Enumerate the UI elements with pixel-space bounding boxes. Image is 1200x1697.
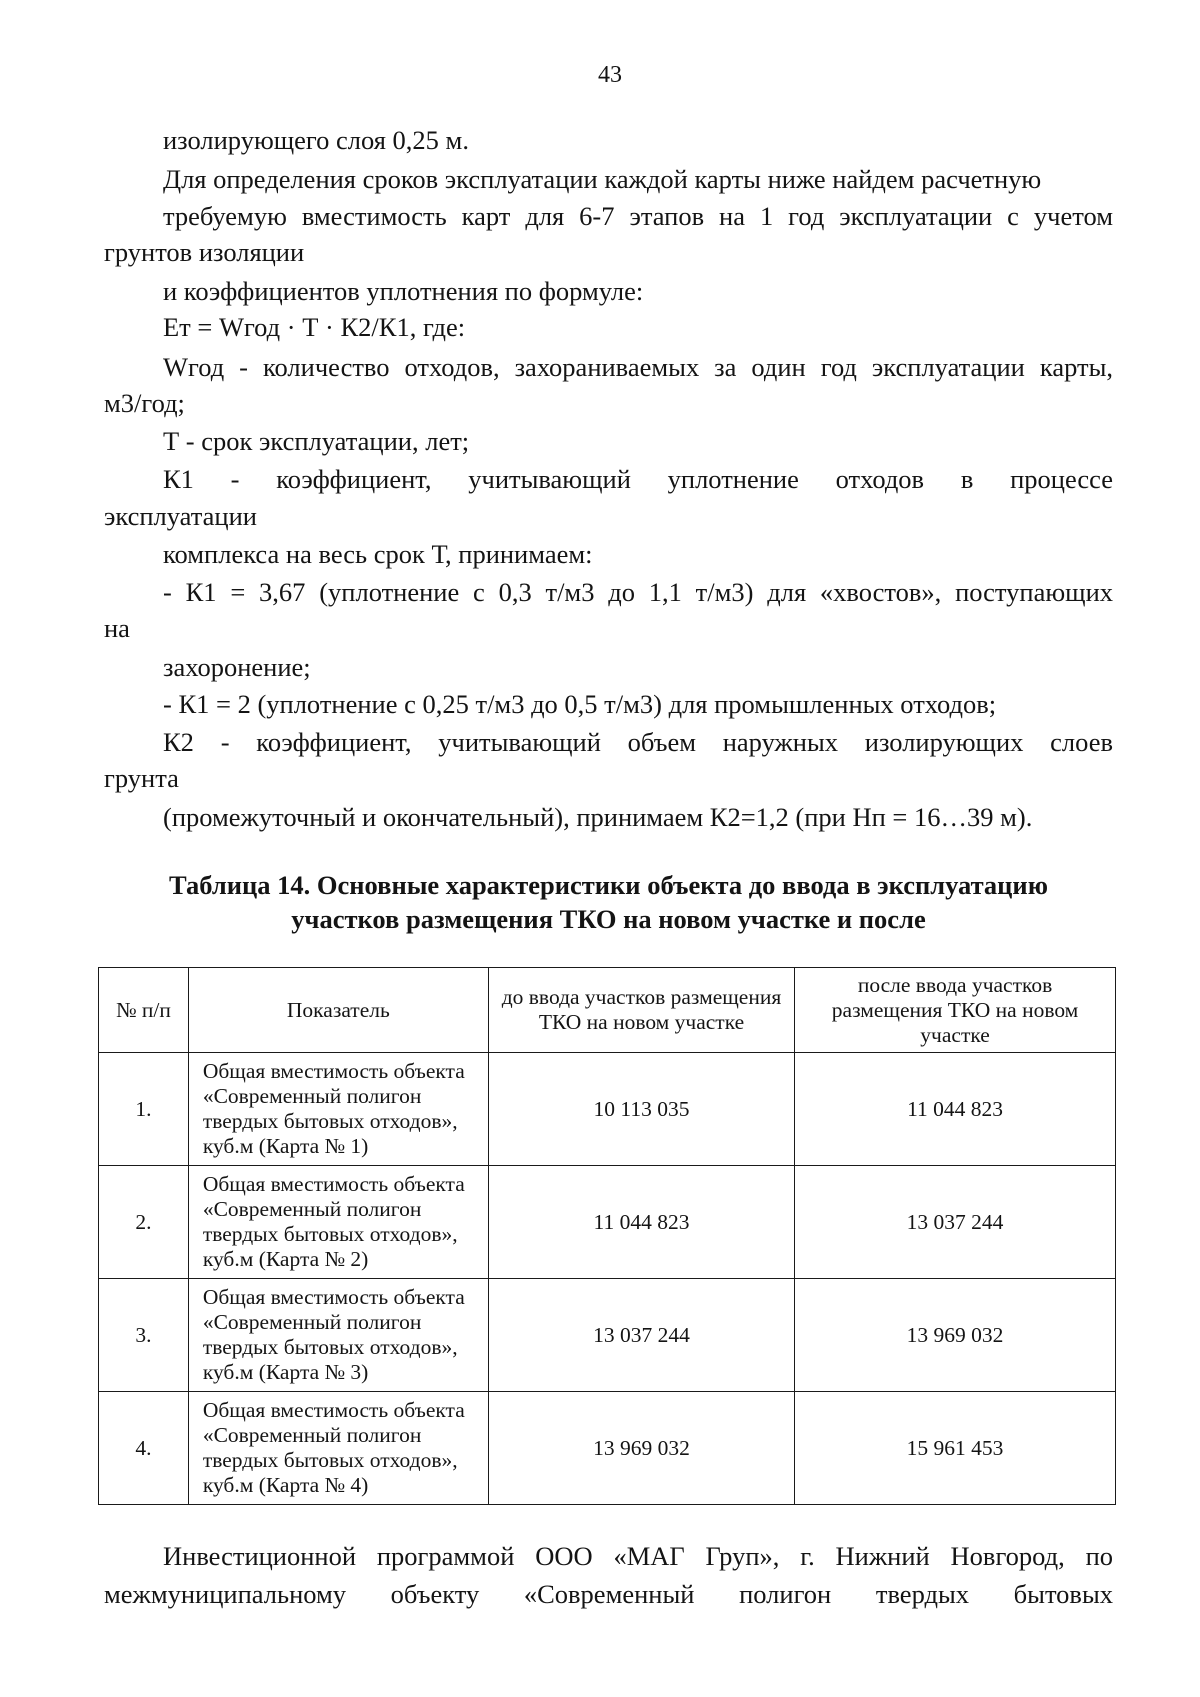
row-before-value: 13 037 244: [488, 1279, 794, 1392]
paragraph-line: - К1 = 2 (уплотнение с 0,25 т/м3 до 0,5 т/м3) для промышленных отходов;: [163, 689, 997, 719]
row-indicator: [188, 1392, 488, 1505]
indicator-line: твердых бытовых отходов»,: [202, 1448, 458, 1472]
header-num: № п/п: [99, 968, 189, 1053]
paragraph-line: Wгод - количество отходов, захораниваемых за один год эксплуатации карты,: [163, 352, 1113, 382]
row-after-value: 15 961 453: [795, 1392, 1116, 1505]
paragraph-line: грунта: [104, 763, 179, 793]
paragraph-line: м3/год;: [104, 388, 185, 418]
indicator-line: «Современный полигон: [202, 1310, 422, 1334]
row-num: 1.: [99, 1053, 189, 1166]
table-caption-line: участков размещения ТКО на новом участке и после: [291, 904, 926, 934]
paragraph-line: К1 - коэффициент, учитывающий уплотнение отходов в процессе: [163, 464, 1113, 494]
closing-paragraph-line: Инвестиционной программой ООО «МАГ Груп», г. Нижний Новгород, по: [163, 1541, 1113, 1571]
paragraph-line: захоронение;: [163, 652, 311, 682]
row-before-value: 10 113 035: [488, 1053, 794, 1166]
paragraph-line: и коэффициентов уплотнения по формуле:: [163, 276, 644, 306]
indicator-line: твердых бытовых отходов»,: [202, 1109, 458, 1133]
indicator-line: «Современный полигон: [202, 1197, 422, 1221]
indicator-line: куб.м (Карта № 4): [202, 1473, 369, 1497]
paragraph-line: изолирующего слоя 0,25 м.: [163, 125, 469, 155]
indicator-line: куб.м (Карта № 3): [202, 1360, 369, 1384]
table-row: [99, 1166, 1116, 1279]
table-caption: [104, 868, 1113, 936]
paragraph-line: грунтов изоляции: [104, 237, 305, 267]
table-caption-line: Таблица 14. Основные характеристики объекта до ввода в эксплуатацию: [169, 870, 1048, 900]
indicator-line: «Современный полигон: [202, 1423, 422, 1447]
indicator-line: Общая вместимость объекта: [202, 1059, 465, 1083]
row-after-value: 13 037 244: [795, 1166, 1116, 1279]
row-indicator: [188, 1053, 488, 1166]
indicator-line: твердых бытовых отходов»,: [202, 1335, 458, 1359]
paragraph-line: (промежуточный и окончательный), принимаем К2=1,2 (при Нп = 16…39 м).: [163, 802, 1033, 832]
paragraph-line: требуемую вместимость карт для 6-7 этапов на 1 год эксплуатации с учетом: [163, 201, 1113, 231]
paragraph-line: - К1 = 3,67 (уплотнение с 0,3 т/м3 до 1,1 т/м3) для «хвостов», поступающих: [163, 577, 1113, 607]
row-after-value: 13 969 032: [795, 1279, 1116, 1392]
row-num: 3.: [99, 1279, 189, 1392]
indicator-line: Общая вместимость объекта: [202, 1172, 465, 1196]
paragraph-line: эксплуатации: [104, 501, 257, 531]
row-indicator: [188, 1166, 488, 1279]
table-row: [99, 1053, 1116, 1166]
indicator-line: куб.м (Карта № 1): [202, 1134, 369, 1158]
paragraph-line: на: [104, 613, 130, 643]
paragraph-line: комплекса на весь срок Т, принимаем:: [163, 539, 593, 569]
table-row: [99, 1392, 1116, 1505]
row-indicator: [188, 1279, 488, 1392]
row-num: 2.: [99, 1166, 189, 1279]
row-before-value: 13 969 032: [488, 1392, 794, 1505]
row-before-value: 11 044 823: [488, 1166, 794, 1279]
paragraph-line: Т - срок эксплуатации, лет;: [163, 426, 470, 456]
formula: Ет = Wгод · Т · К2/К1, где:: [163, 312, 466, 342]
row-num: 4.: [99, 1392, 189, 1505]
header-after: после ввода участков размещения ТКО на новом участке: [795, 968, 1116, 1053]
page-number: 43: [598, 62, 622, 88]
row-after-value: 11 044 823: [795, 1053, 1116, 1166]
table-row: [99, 1279, 1116, 1392]
indicator-line: Общая вместимость объекта: [202, 1398, 465, 1422]
indicator-line: «Современный полигон: [202, 1084, 422, 1108]
paragraph-line: К2 - коэффициент, учитывающий объем наружных изолирующих слоев: [163, 727, 1113, 757]
closing-paragraph-line: межмуниципальному объекту «Современный полигон твердых бытовых: [104, 1579, 1113, 1609]
header-before: до ввода участков размещения ТКО на новом участке: [488, 968, 794, 1053]
paragraph-line: Для определения сроков эксплуатации каждой карты ниже найдем расчетную: [163, 164, 1042, 194]
characteristics-table: [98, 967, 1116, 1505]
indicator-line: куб.м (Карта № 2): [202, 1247, 369, 1271]
table-header-row: [99, 968, 1116, 1053]
indicator-line: Общая вместимость объекта: [202, 1285, 465, 1309]
header-indicator: Показатель: [188, 968, 488, 1053]
indicator-line: твердых бытовых отходов»,: [202, 1222, 458, 1246]
